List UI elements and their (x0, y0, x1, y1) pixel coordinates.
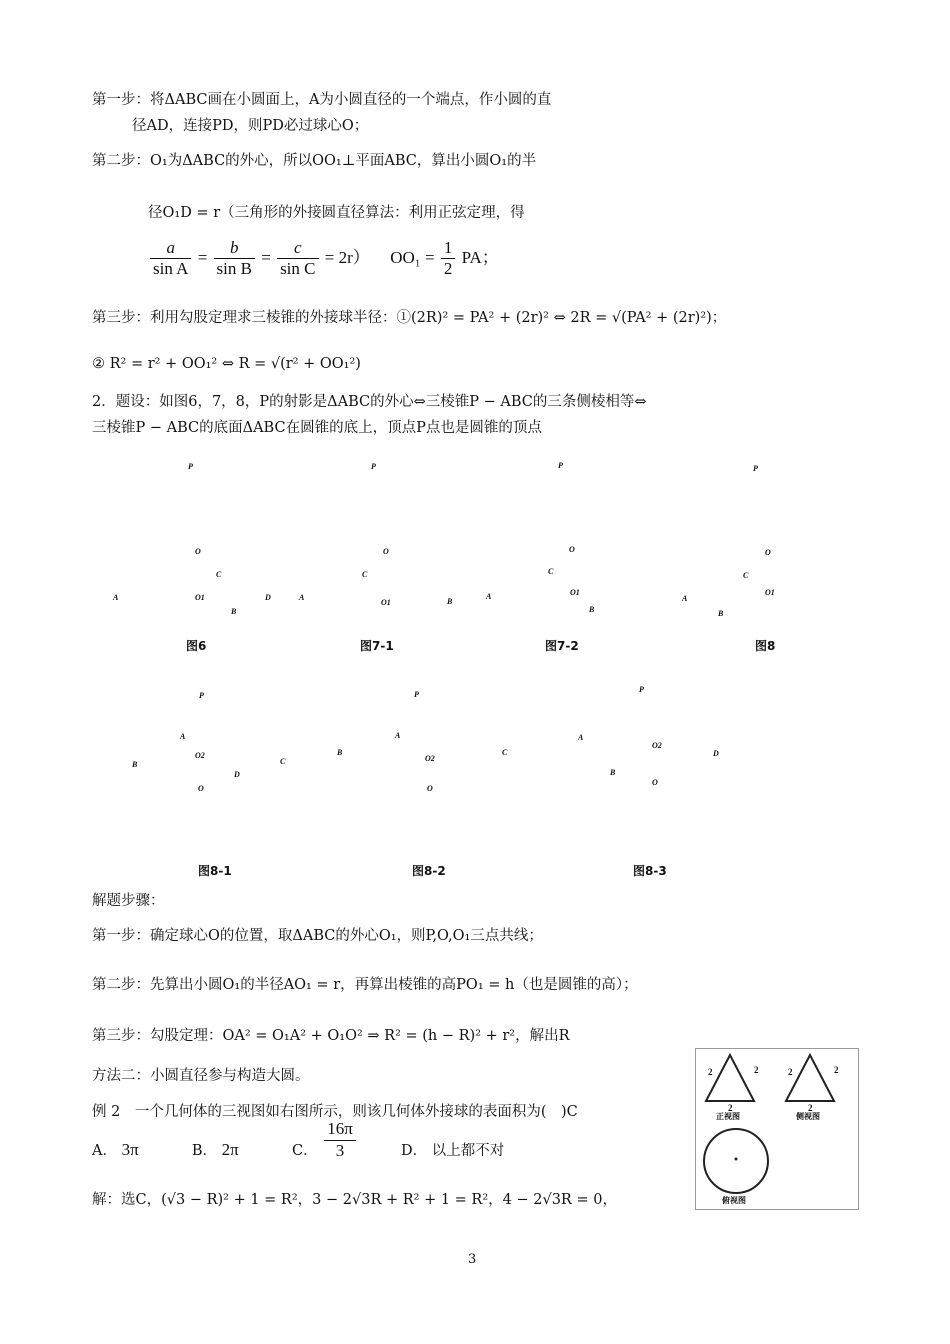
frac-b (214, 238, 255, 280)
fig83-label-b: B (610, 768, 616, 777)
fig6-label-d: D (265, 593, 271, 602)
fig6-label-c: C (216, 570, 222, 579)
fig6-label-o: O (195, 547, 201, 556)
fig81-label-a: A (180, 732, 186, 741)
solve-step3: 第三步：勾股定理：OA² = O₁A² + O₁O² ⇒ R² = (h − R)² + r²，解出R (92, 1028, 570, 1044)
pa-term: PA； (461, 247, 499, 267)
fig82-label-o: O (427, 784, 433, 793)
caption-fig7-2: 图7-2 (545, 639, 579, 653)
fig6-label-a: A (113, 593, 119, 602)
solve-step2: 第二步：先算出小圆O₁的半径AO₁ = r，再算出棱锥的高PO₁ = h（也是圆锥的高）； (92, 977, 638, 993)
sine-law-rhs: = 2r） (324, 247, 370, 267)
fig81-label-b: B (132, 760, 138, 769)
fig83-label-o2: O2 (652, 741, 662, 750)
fig83-label-p: P (639, 685, 644, 694)
front-dim-bottom: 2 (728, 1103, 733, 1113)
fig8-label-o: O (765, 548, 771, 557)
fig83-label-d: D (713, 749, 719, 758)
fig82-label-b: B (337, 748, 343, 757)
option-c (324, 1119, 356, 1161)
fig6-label-o1: O1 (195, 593, 205, 602)
solve-title: 解题步骤： (92, 893, 165, 909)
option-a-label: A． (92, 1143, 117, 1159)
fig6-label-b: B (231, 607, 237, 616)
eq-sign-1: = (197, 247, 208, 267)
fig72-label-p: P (558, 461, 563, 470)
fig82-label-p: P (414, 690, 419, 699)
fig83-label-o: O (652, 778, 658, 787)
frac-b-num: b (230, 238, 239, 257)
top-view-circle (704, 1129, 768, 1193)
option-a: 3π (121, 1140, 139, 1159)
fig8-label-c: C (743, 571, 749, 580)
step3-line1: 第三步：利用勾股定理求三棱锥的外接球半径：①(2R)² = PA² + (2r)² ⇔ 2R = √(PA² + (2r)²)； (92, 310, 727, 326)
frac-a-num: a (166, 238, 175, 257)
fig8-label-b: B (718, 609, 724, 618)
oo1-eq: OO₁ = (390, 247, 435, 267)
frac-c-num: c (294, 238, 302, 257)
fig71-label-c: C (362, 570, 368, 579)
frac-a (150, 238, 191, 280)
fig71-label-b: B (447, 597, 453, 606)
topic2-line1: 2．题设：如图6，7，8，P的射影是ΔABC的外心⇔三棱锥P − ABC的三条侧棱相等⇔ (92, 394, 647, 410)
fig82-label-a: A (395, 731, 401, 740)
front-dim-left: 2 (708, 1067, 713, 1077)
example2-question: 例 2 一个几何体的三视图如右图所示，则该几何体外接球的表面积为( )C (92, 1104, 578, 1120)
option-c-label: C． (291, 1143, 318, 1159)
half-num: 1 (443, 238, 453, 257)
half-den: 2 (441, 258, 456, 279)
caption-fig8-1: 图8-1 (198, 864, 232, 878)
fig6-label-p: P (188, 462, 193, 471)
fig81-label-o2: O2 (195, 751, 205, 760)
fig72-label-b: B (589, 605, 595, 614)
fig82-label-o2: O2 (425, 754, 435, 763)
top-view-label: 俯视图 (722, 1195, 746, 1205)
method2: 方法二：小圆直径参与构造大圆。 (92, 1068, 310, 1084)
step2-line2: 径O₁D = r（三角形的外接圆直径算法：利用正弦定理，得 (148, 205, 525, 221)
example2-solution: 解：选C，(√3 − R)² + 1 = R²，3 − 2√3R + R² + 1 = R²，4 − 2√3R = 0， (92, 1192, 617, 1208)
side-dim-left: 2 (788, 1067, 793, 1077)
side-dim-right: 2 (834, 1065, 839, 1075)
caption-fig8-2: 图8-2 (412, 864, 446, 878)
frac-c (277, 238, 318, 280)
front-dim-right: 2 (754, 1065, 759, 1075)
fig83-label-a: A (578, 733, 584, 742)
fig71-label-o: O (383, 547, 389, 556)
fig81-label-p: P (199, 691, 204, 700)
eq-sign-2: = (261, 247, 271, 267)
side-dim-bottom: 2 (808, 1103, 813, 1113)
sine-law-formula (148, 238, 499, 280)
front-view-triangle (706, 1055, 754, 1101)
fig81-label-d: D (234, 770, 240, 779)
page-number: 3 (468, 1252, 477, 1267)
option-d-label: D． (401, 1143, 428, 1159)
fig71-label-p: P (371, 462, 376, 471)
frac-c-den: sin C (277, 258, 318, 279)
fig8-label-p: P (753, 464, 758, 473)
caption-fig7-1: 图7-1 (360, 639, 394, 653)
fig8-label-a: A (682, 594, 688, 603)
fig81-label-c: C (280, 757, 286, 766)
top-view-center-dot (735, 1158, 738, 1161)
caption-fig8-3: 图8-3 (633, 864, 667, 878)
solve-step1: 第一步：确定球心O的位置，取ΔABC的外心O₁，则P,O,O₁三点共线； (92, 928, 543, 944)
fig72-label-o1: O1 (570, 588, 580, 597)
side-view-triangle (786, 1055, 834, 1101)
fig82-label-c: C (502, 748, 508, 757)
frac-b-den: sin B (214, 258, 255, 279)
fig81-label-o: O (198, 784, 204, 793)
fig72-label-a: A (486, 592, 492, 601)
fig72-label-o: O (569, 545, 575, 554)
option-b: 2π (221, 1140, 239, 1159)
frac-half (441, 238, 456, 280)
fig72-label-c: C (548, 567, 554, 576)
fig71-label-a: A (299, 593, 305, 602)
fig71-label-o1: O1 (381, 598, 391, 607)
fig8-label-o1: O1 (765, 588, 775, 597)
step3-line2: ② R² = r² + OO₁² ⇔ R = √(r² + OO₁²) (92, 356, 361, 372)
side-view-label: 侧视图 (796, 1111, 820, 1121)
step1-line1: 第一步：将ΔABC画在小圆面上，A为小圆直径的一个端点，作小圆的直 (92, 92, 552, 108)
caption-fig8: 图8 (755, 639, 776, 653)
step1-line2: 径AD，连接PD，则PD必过球心O； (132, 118, 369, 134)
three-view-figure (695, 1048, 859, 1210)
topic2-line2: 三棱锥P − ABC的底面ΔABC在圆锥的底上，顶点P点也是圆锥的顶点 (92, 420, 542, 436)
step2-line1: 第二步：O₁为ΔABC的外心，所以OO₁⊥平面ABC，算出小圆O₁的半 (92, 153, 537, 169)
option-b-label: B． (191, 1143, 218, 1159)
caption-fig6: 图6 (186, 639, 207, 653)
front-view-label: 正视图 (716, 1111, 740, 1121)
option-d: 以上都不对 (431, 1143, 505, 1159)
option-c-num: 16π (327, 1119, 353, 1139)
frac-a-den: sin A (150, 258, 191, 279)
option-c-den: 3 (324, 1140, 356, 1161)
